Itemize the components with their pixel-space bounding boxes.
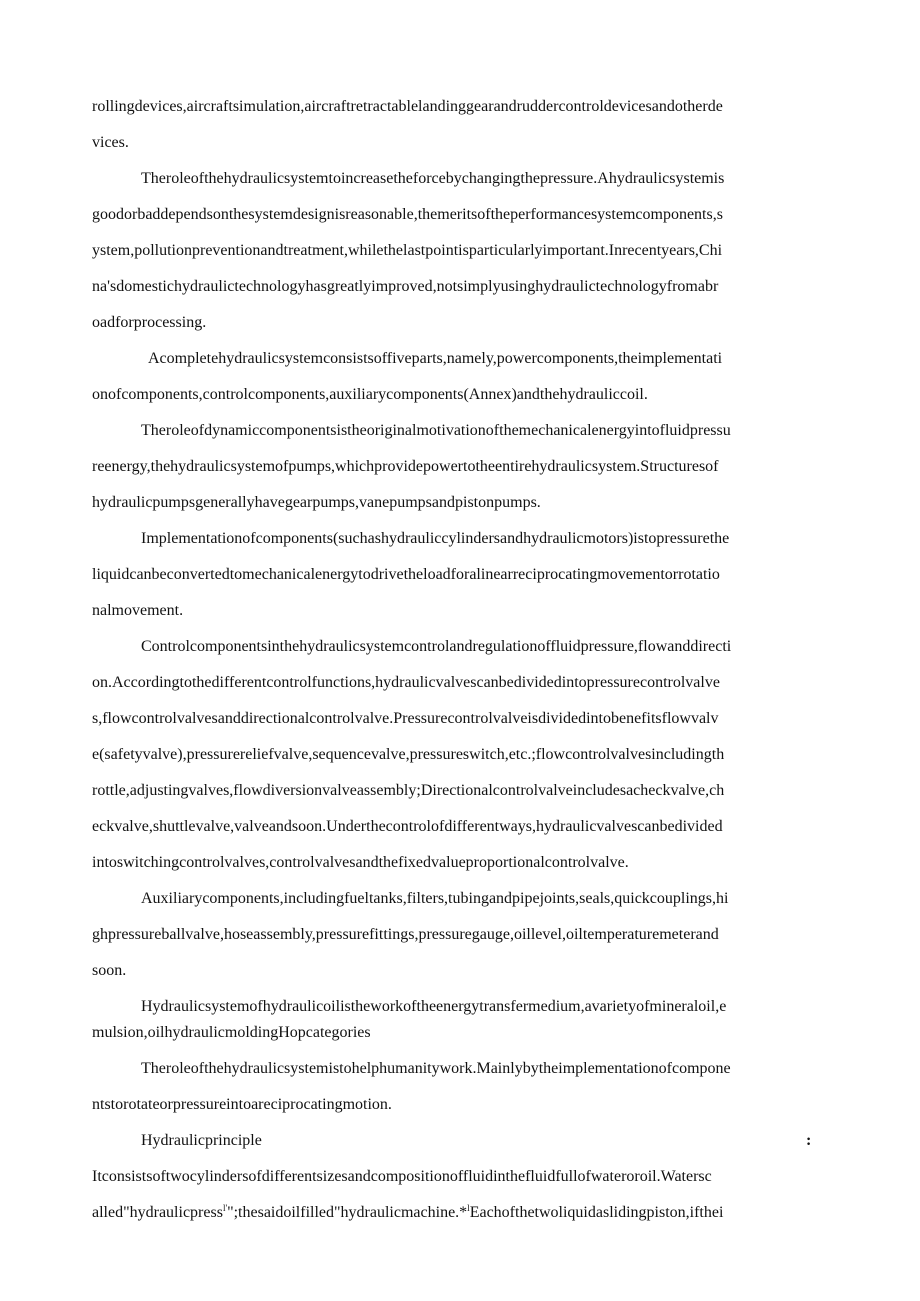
text-line-with-footnotes (92, 1203, 827, 1223)
text-segment: ";thesaidoilfilled"hydraulicmachine.* (227, 1204, 468, 1221)
text-line: ghpressureballvalve,hoseassembly,pressurefittings,pressuregauge,oillevel,oiltemperaturemeterand (92, 926, 719, 943)
paragraph-first-line: Hydraulicsystemofhydraulicoilistheworkoftheenergytransfermedium,avarietyofmineraloil,e (141, 998, 727, 1015)
text-line: eckvalve,shuttlevalve,valveandsoon.Underthecontrolofdifferentways,hydraulicvalvescanbedivided (92, 818, 723, 835)
section-heading: Hydraulicprinciple (141, 1132, 262, 1149)
paragraph-first-line: Theroleofthehydraulicsystemistohelphumanitywork.Mainlybytheimplementationofcompone (141, 1060, 731, 1077)
paragraph-first-line: Auxiliarycomponents,includingfueltanks,filters,tubingandpipejoints,seals,quickcouplings,hi (141, 890, 729, 907)
text-line: ystem,pollutionpreventionandtreatment,whilethelastpointisparticularlyimportant.Inrecentyears,Chi (92, 242, 723, 259)
paragraph-first-line: Implementationofcomponents(suchashydrauliccylindersandhydraulicmotors)istopressurethe (141, 530, 730, 547)
text-line: s,flowcontrolvalvesanddirectionalcontrolvalve.Pressurecontrolvalveisdividedintobenefitsflowvalv (92, 710, 719, 727)
footnote-mark: l (467, 1203, 470, 1213)
footnote-mark: l' (222, 1203, 228, 1213)
text-line: nalmovement. (92, 602, 184, 619)
paragraph-first-line: Acompletehydraulicsystemconsistsoffiveparts,namely,powercomponents,theimplementati (148, 350, 723, 367)
paragraph-first-line: Controlcomponentsinthehydraulicsystemcontrolandregulationoffluidpressure,flowanddirecti (141, 638, 732, 655)
paragraph-first-line: Theroleofthehydraulicsystemtoincreasetheforcebychangingthepressure.Ahydraulicsystemis (141, 170, 725, 187)
text-line: rollingdevices,aircraftsimulation,aircraftretractablelandinggearandruddercontroldevicesandotherde (92, 98, 723, 115)
text-line: hydraulicpumpsgenerallyhavegearpumps,vanepumpsandpistonpumps. (92, 494, 541, 511)
text-line: ntstorotateorpressureintoareciprocatingmotion. (92, 1096, 392, 1113)
text-line: goodorbaddependsonthesystemdesignisreasonable,themeritsoftheperformancesystemcomponents,s (92, 206, 723, 223)
text-line: rottle,adjustingvalves,flowdiversionvalveassembly;Directionalcontrolvalveincludesacheckvalve,ch (92, 782, 725, 799)
text-line: onofcomponents,controlcomponents,auxiliarycomponents(Annex)andthehydrauliccoil. (92, 386, 648, 403)
text-line: na'sdomestichydraulictechnologyhasgreatlyimproved,notsimplyusinghydraulictechnologyfromabr (92, 278, 719, 295)
colon-mark: : (806, 1132, 812, 1149)
text-line: e(safetyvalve),pressurereliefvalve,sequencevalve,pressureswitch,etc.;flowcontrolvalvesincludingth (92, 746, 725, 763)
paragraph-first-line: Theroleofdynamiccomponentsistheoriginalmotivationofthemechanicalenergyintofluidpressu (141, 422, 731, 439)
text-line: liquidcanbeconvertedtomechanicalenergytodrivetheloadforalinearreciprocatingmovementorrotatio (92, 566, 720, 583)
text-line: oadforprocessing. (92, 314, 207, 331)
text-segment: Eachofthetwoliquidaslidingpiston,ifthei (469, 1204, 724, 1221)
text-line: vices. (92, 134, 129, 151)
text-line: reenergy,thehydraulicsystemofpumps,whichprovidepowertotheentirehydraulicsystem.Structuresof (92, 458, 719, 475)
text-line: mulsion,oilhydraulicmoldingHopcategories (92, 1024, 371, 1041)
text-line: intoswitchingcontrolvalves,controlvalvesandthefixedvalueproportionalcontrolvalve. (92, 854, 629, 871)
text-line: soon. (92, 962, 127, 979)
text-segment: alled"hydraulicpress (92, 1204, 223, 1221)
text-line: on.Accordingtothedifferentcontrolfunctions,hydraulicvalvescanbedividedintopressurecontrolvalve (92, 674, 720, 691)
text-line: Itconsistsoftwocylindersofdifferentsizesandcompositionoffluidinthefluidfullofwateroroil.Watersc (92, 1168, 712, 1185)
